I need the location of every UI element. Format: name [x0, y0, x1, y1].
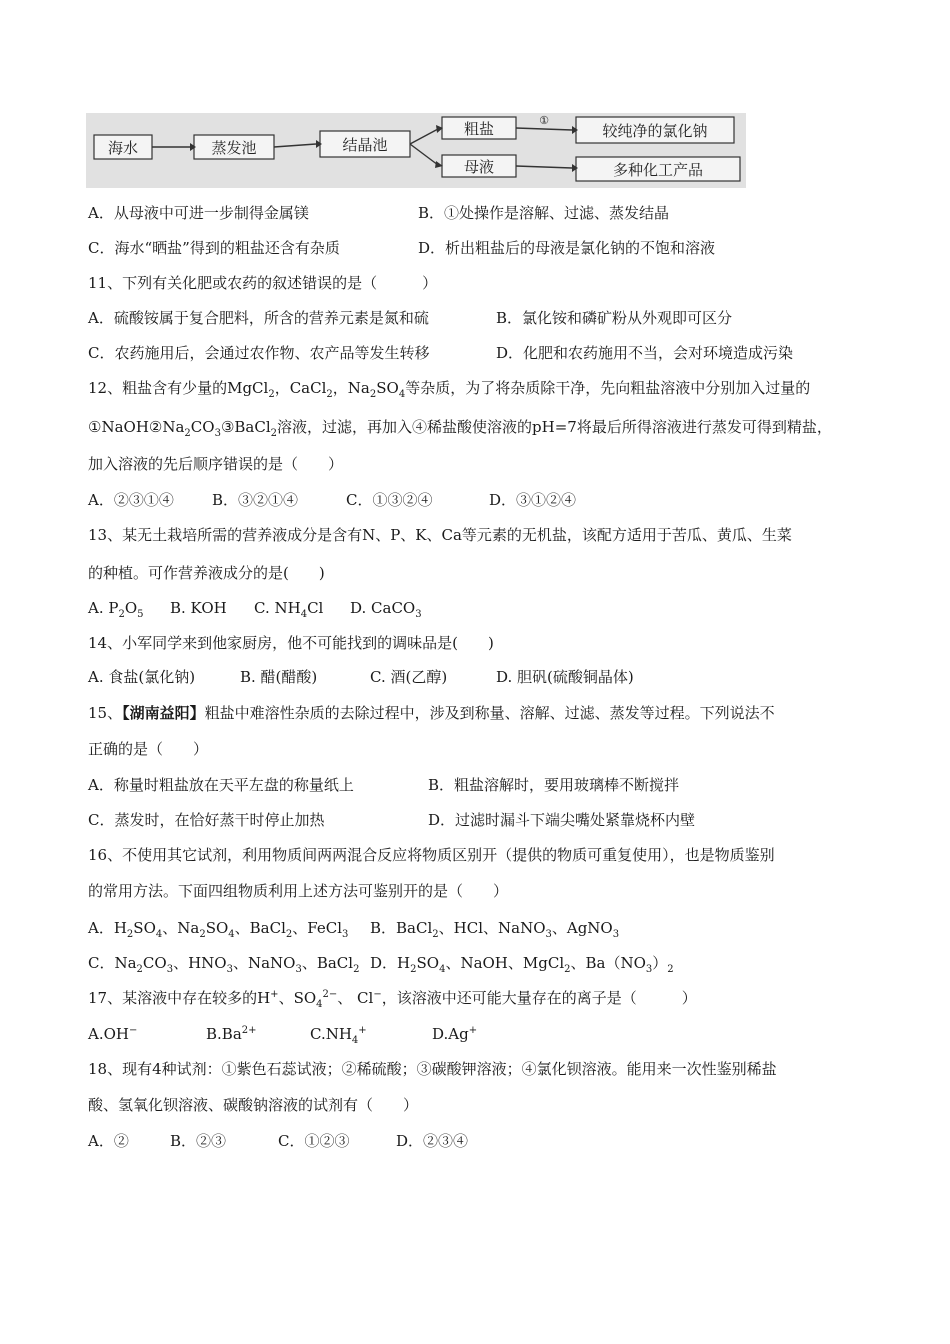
q14-stem: 14、小军同学来到他家厨房，他不可能找到的调味品是( ) [88, 634, 494, 652]
q12-stem-line2: $①NaOH②Na_2CO_3③BaCl_2$溶液，过滤，再加入④稀盐酸使溶液的pH=7将最后所得溶液进行蒸发可得到精盐， [88, 418, 832, 439]
q16-stem-line2: 的常用方法。下面四组物质利用上述方法可鉴别开的是（ ） [88, 882, 509, 900]
q15-stem-line2: 正确的是（ ） [88, 740, 209, 758]
q18-option-a: A．② [88, 1132, 129, 1150]
q18-option-c: C．①②③ [278, 1132, 350, 1150]
q11-option-c: C．农药施用后，会通过农作物、农产品等发生转移 [88, 344, 430, 362]
q15-source-tag: 【湖南益阳】 [122, 704, 205, 722]
q15-option-b: B．粗盐溶解时，要用玻璃棒不断搅拌 [428, 776, 680, 794]
q12-option-a: A．②③①④ [88, 491, 174, 509]
q18-option-d: D．②③④ [396, 1132, 469, 1150]
salt-process-diagram [86, 113, 746, 188]
q10-option-d: D．析出粗盐后的母液是氯化钠的不饱和溶液 [418, 239, 716, 257]
q11-stem: 11、下列有关化肥或农药的叙述错误的是（ ） [88, 274, 438, 292]
q12-stem-line3: 加入溶液的先后顺序错误的是（ ） [88, 455, 344, 473]
diagram-label: 多种化工产品 [612, 161, 704, 179]
diagram-label: 蒸发池 [211, 139, 257, 157]
q13-option-d: D. CaCO$_3$ [350, 599, 422, 620]
q10-option-b: B．①处操作是溶解、过滤、蒸发结晶 [418, 204, 670, 222]
q17-option-d: D.Ag+ [432, 1025, 478, 1043]
q18-stem-line1: 18、现有4种试剂：①紫色石蕊试液；②稀硫酸；③碳酸钾溶液；④氯化钡溶液。能用来一次性鉴别稀盐 [88, 1060, 777, 1078]
q16-option-b: B．BaCl$_2$、HCl、NaNO$_3$、AgNO$_3$ [370, 919, 620, 940]
q15-option-c: C．蒸发时，在恰好蒸干时停止加热 [88, 811, 325, 829]
diagram-label: 粗盐 [463, 120, 495, 138]
q12-option-d: D．③①②④ [489, 491, 577, 509]
q11-option-d: D．化肥和农药施用不当，会对环境造成污染 [496, 344, 794, 362]
q15-option-d: D．过滤时漏斗下端尖嘴处紧靠烧杯内壁 [428, 811, 696, 829]
q15-option-a: A．称量时粗盐放在天平左盘的称量纸上 [88, 776, 354, 794]
step-label: ① [539, 114, 549, 127]
q17-option-b: $B.Ba^{2+}$ [206, 1025, 257, 1043]
q12-stem-line1: 12、粗盐含有少量的MgCl$_2$，CaCl$_2$，$Na_2SO_4$等杂质，为了将杂质除干净，先向粗盐溶液中分别加入过量的 [88, 379, 811, 400]
q16-option-a: A．$H_2SO_4$、$Na_2SO_4$、BaCl$_2$、FeCl$_3$ [88, 919, 349, 940]
q16-stem-line1: 16、不使用其它试剂，利用物质间两两混合反应将物质区别开（提供的物质可重复使用），也是物质鉴别 [88, 846, 775, 864]
q17-stem: 17、某溶液中存在较多的H+、$SO_4^{2-}$、 Cl−，该溶液中还可能大量存在的离子是（ ） [88, 989, 697, 1010]
q14-option-b: B. 醋(醋酸) [240, 668, 318, 686]
q11-option-a: A．硫酸铵属于复合肥料，所含的营养元素是氮和硫 [88, 309, 429, 327]
q14-option-d: D. 胆矾(硫酸铜晶体) [496, 668, 634, 686]
q16-option-c: C．$Na_2CO_3$、$HNO_3$、NaNO$_3$、BaCl$_2$ [88, 954, 360, 975]
q18-stem-line2: 酸、氢氧化钡溶液、碳酸钠溶液的试剂有（ ） [88, 1096, 419, 1114]
q13-stem-line1: 13、某无土栽培所需的营养液成分是含有N、P、K、Ca等元素的无机盐，该配方适用于苦瓜、黄瓜、生菜 [88, 526, 792, 544]
q18-option-b: B．②③ [170, 1132, 227, 1150]
q13-option-a: A. $P_2O_5$ [88, 599, 144, 620]
q10-option-a: A．从母液中可进一步制得金属镁 [88, 204, 309, 222]
q17-option-a: A.OH− [88, 1025, 138, 1043]
diagram-label: 海水 [107, 139, 139, 157]
diagram-label: 母液 [463, 158, 495, 176]
q10-option-c: C．海水“晒盐”得到的粗盐还含有杂质 [88, 239, 340, 257]
diagram-label: 结晶池 [342, 136, 388, 154]
q13-stem-line2: 的种植。可作营养液成分的是( ) [88, 564, 325, 582]
q14-option-c: C. 酒(乙醇) [370, 668, 448, 686]
q17-option-c: $C.NH_4^+$ [310, 1025, 367, 1046]
q13-option-c: C. $NH_4Cl$ [254, 599, 324, 620]
q14-option-a: A. 食盐(氯化钠) [88, 668, 196, 686]
q12-option-b: B．③②①④ [212, 491, 299, 509]
q15-stem-line1: 15、【湖南益阳】粗盐中难溶性杂质的去除过程中，涉及到称量、溶解、过滤、蒸发等过程。下列说法不 [88, 704, 775, 722]
diagram-label: 较纯净的氯化钠 [602, 122, 708, 140]
q16-option-d: D．$H_2SO_4$、NaOH、MgCl$_2$、$Ba(NO_3)_2$ [370, 954, 674, 975]
q11-option-b: B．氯化铵和磷矿粉从外观即可区分 [496, 309, 733, 327]
q13-option-b: B. KOH [170, 599, 227, 617]
q12-option-c: C．①③②④ [346, 491, 433, 509]
